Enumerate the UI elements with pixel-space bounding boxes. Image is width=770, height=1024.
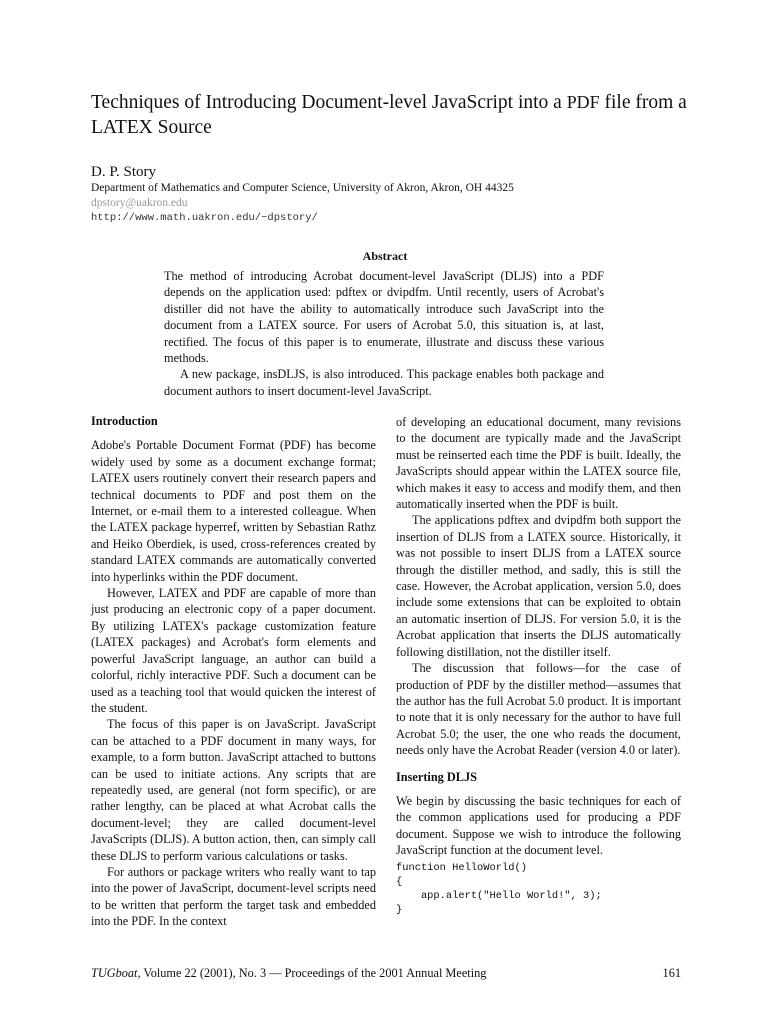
section-heading-inserting-dljs: Inserting DLJS [396,769,477,784]
title-text-1: Techniques of Introducing Document-level JavaScript into a [91,92,567,113]
right-column [396,414,681,917]
title-text-2: file from a [599,92,687,113]
body-paragraph: The applications pdftex and dvipdfm both support the insertion of DLJS from a LATEX source. Historically, it was not possible to insert DLJS from a LATEX source through the distiller method, and sadly, this is still the case. However, the Acrobat application, version 5.0, does include some extensions that can be exploited to obtain an automatic insertion of DLJS. For version 5.0, it is the Acrobat application that inserts the DLJS automatically following distillation, not the distiller itself. [396,513,681,659]
body-paragraph: We begin by discussing the basic techniques for each of the common applications used for producing a PDF document. Suppose we wish to introduce the following JavaScript function at the document level. [396,793,681,858]
body-paragraph: The discussion that follows—for the case of production of PDF by the distiller method—assumes that the author has the full Acrobat 5.0 product. It is important to note that it is only necessary for the author to have full Acrobat 5.0; the user, the one who reads the document, needs only have the Acrobat Reader (version 4.0 or later). [396,661,681,758]
citation-text: , Volume 22 (2001), No. 3 — Proceedings of the 2001 Annual Meeting [137,966,487,980]
title-text-3: LATEX Source [91,117,212,138]
body-paragraph: of developing an educational document, many revisions to the document are typically made and the JavaScript must be reinserted each time the PDF is built. Ideally, the JavaScripts should appear within the LATEX source file, which makes it easy to access and modify them, and then automatically inserted when the PDF is built. [396,415,681,512]
paper-title [91,90,691,140]
body-paragraph: However, LATEX and PDF are capable of more than just producing an electronic copy of a paper document. By utilizing LATEX's package customization feature (LATEX packages) and Acrobat's form elements and powerful JavaScript language, an author can build a colorful, richly interactive PDF. Such a document can be used as a teaching tool that would quicken the interest of the student. [91,586,376,715]
author-name: D. P. Story [91,164,157,180]
abstract-paragraph: The method of introducing Acrobat document-level JavaScript (DLJS) into a PDF depends on the application used: pdftex or dvipdfm. Until recently, users of Acrobat's distiller did not have the ability to automatically introduce such JavaScript into the document from a LATEX source. For users of Acrobat 5.0, this situation is, at last, rectified. The focus of this paper is to enumerate, illustrate and discuss these various methods. [164,269,604,366]
author-email[interactable]: dpstory@uakron.edu [91,197,188,209]
left-column [91,413,376,930]
body-paragraph: Adobe's Portable Document Format (PDF) has become widely used by some as a document exchange format; LATEX users routinely convert their research papers and technical documents to PDF and post them on the Internet, or e-mail them to a interested colleague. When the LATEX package hyperref, written by Sebastian Rathz and Heiko Oberdiek, is used, cross-references created by standard LATEX commands are automatically converted into hyperlinks within the PDF document. [91,438,376,584]
abstract-paragraph: A new package, insDLJS, is also introduced. This package enables both package and document authors to insert document-level JavaScript. [164,367,604,398]
code-listing: function HelloWorld() { app.alert("Hello World!", 3); } [396,861,602,916]
title-pdf-abbr: PDF [566,92,600,112]
section-heading-introduction: Introduction [91,414,158,428]
affiliation-block [91,181,514,226]
journal-name: TUGboat [91,966,138,980]
body-paragraph: For authors or package writers who really want to tap into the power of JavaScript, document-level scripts need to be written that perform the target task and embedded into the PDF. In the context [91,864,376,929]
abstract-heading: Abstract [362,249,408,263]
department: Department of Mathematics and Computer Science, University of Akron, Akron, OH 44325 [91,182,514,194]
page-footer [91,966,681,981]
footer-citation [91,966,486,981]
author-url[interactable]: http://www.math.uakron.edu/~dpstory/ [91,212,318,224]
body-paragraph: The focus of this paper is on JavaScript. JavaScript can be attached to a PDF document in many ways, for example, to a form button. JavaScript attached to buttons can be used to initiate actions. Any scripts that are repeatedly used, are general (not form specific), or are rather lengthy, can be placed at what Acrobat calls the document-level; they are called document-level JavaScripts (DLJS). A button action, then, can simply call these DLJS to perform various calculations or tasks. [91,717,376,863]
page-number: 161 [662,966,681,980]
abstract-body [164,268,604,399]
